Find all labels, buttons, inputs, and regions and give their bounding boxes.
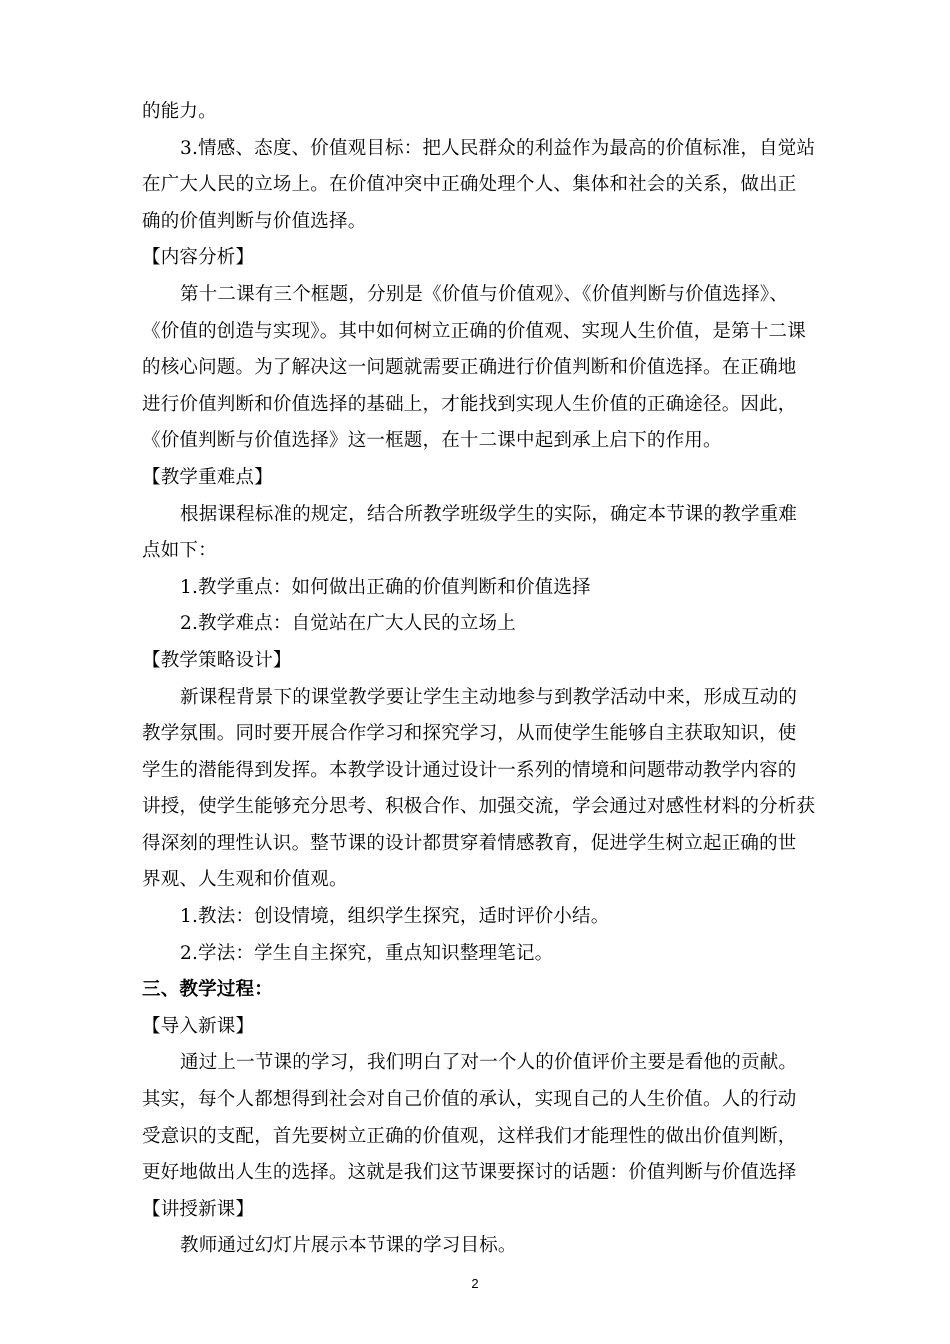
text-line: 确的价值判断与价值选择。 [142,210,367,232]
text-line: 1.教法：创设情境，组织学生探究，适时评价小结。 [180,906,610,928]
text-line: 进行价值判断和价值选择的基础上，才能找到实现人生价值的正确途径。因此， [142,393,797,415]
text-line: 更好地做出人生的选择。这就是我们这节课要探讨的话题：价值判断与价值选择 [142,1162,797,1184]
text-line: 通过上一节课的学习，我们明白了对一个人的价值评价主要是看他的贡献。 [180,1052,798,1074]
text-line: 1.教学重点：如何做出正确的价值判断和价值选择 [180,576,591,598]
text-line: 讲授，使学生能够充分思考、积极合作、加强交流，学会通过对感性材料的分析获 [142,796,816,818]
text-line: 《价值判断与价值选择》这一框题，在十二课中起到承上启下的作用。 [142,430,722,452]
text-line: 教学氛围。同时要开展合作学习和探究学习，从而使学生能够自主获取知识，使 [142,723,797,745]
text-line: 第十二课有三个框题，分别是《价值与价值观》、《价值判断与价值选择》、 [180,283,789,305]
section-heading: 【导入新课】 [142,1015,255,1037]
document-body [142,94,816,1265]
section-heading: 【教学策略设计】 [142,649,292,671]
text-line: 的能力。 [142,101,217,122]
text-line: 的核心问题。为了解决这一问题就需要正确进行价值判断和价值选择。在正确地 [142,357,797,379]
text-line: 得深刻的理性认识。整节课的设计都贯穿着情感教育，促进学生树立起正确的世 [142,832,797,854]
section-heading: 【教学重难点】 [142,466,273,488]
text-line: 受意识的支配，首先要树立正确的价值观，这样我们才能理性的做出价值判断， [142,1125,797,1147]
text-line: 新课程背景下的课堂教学要让学生主动地参与到教学活动中来，形成互动的 [180,686,798,708]
page-number: 2 [471,1276,479,1291]
text-line: 其实，每个人都想得到社会对自己价值的承认，实现自己的人生价值。人的行动 [142,1089,797,1111]
text-line: 点如下： [142,540,217,562]
text-line: 《价值的创造与实现》。其中如何树立正确的价值观、实现人生价值，是第十二课 [142,320,806,342]
text-line: 2.教学难点：自觉站在广大人民的立场上 [180,613,516,635]
text-line: 根据课程标准的规定，结合所教学班级学生的实际，确定本节课的教学重难 [180,503,798,525]
section-heading: 【讲授新课】 [142,1198,255,1220]
text-line: 2.学法：学生自主探究，重点知识整理笔记。 [180,942,554,964]
text-line: 在广大人民的立场上。在价值冲突中正确处理个人、集体和社会的关系，做出正 [142,174,797,196]
text-line: 3.情感、态度、价值观目标：把人民群众的利益作为最高的价值标准，自觉站 [180,137,816,159]
text-line: 界观、人生观和价值观。 [142,869,348,891]
section-heading: 【内容分析】 [142,247,255,269]
text-line: 学生的潜能得到发挥。本教学设计通过设计一系列的情境和问题带动教学内容的 [142,759,797,781]
text-line: 教师通过幻灯片展示本节课的学习目标。 [180,1235,517,1257]
section-heading: 三、教学过程： [142,979,273,1001]
